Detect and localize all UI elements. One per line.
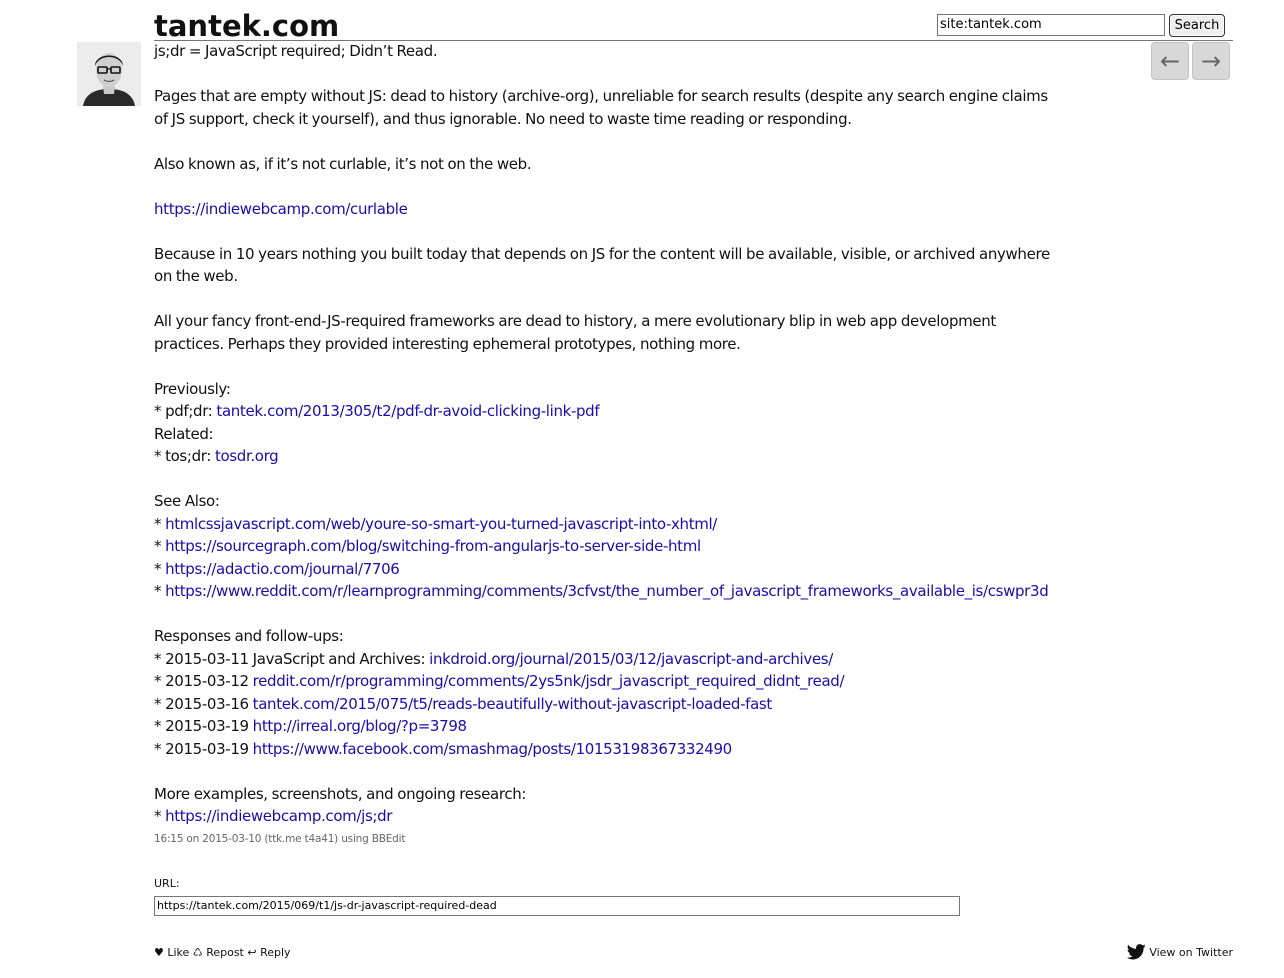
list-prefix: * tos;dr: bbox=[154, 447, 215, 465]
list-prefix: * bbox=[154, 559, 166, 578]
repost-button[interactable] bbox=[193, 946, 244, 959]
see-also-label: See Also: bbox=[154, 492, 220, 510]
next-post-button[interactable] bbox=[1192, 42, 1230, 80]
see-also-block bbox=[154, 490, 1054, 603]
reply-button[interactable] bbox=[247, 946, 290, 959]
previously-item bbox=[154, 400, 1054, 423]
list-item bbox=[154, 648, 1054, 671]
right-arrow-icon: → bbox=[1200, 47, 1222, 75]
meta-using: using bbox=[338, 833, 372, 845]
permalink-field[interactable] bbox=[154, 896, 960, 916]
response-prefix: * 2015-03-19 bbox=[154, 717, 253, 735]
client-name: BBEdit bbox=[371, 833, 406, 845]
response-link[interactable]: inkdroid.org/journal/2015/03/12/javascript-and-archives/ bbox=[429, 649, 833, 668]
post-time-link[interactable] bbox=[154, 833, 261, 845]
response-link[interactable]: http://irreal.org/blog/?p=3798 bbox=[252, 717, 467, 735]
previous-post-button[interactable] bbox=[1151, 42, 1189, 80]
see-also-link[interactable]: https://www.reddit.com/r/learnprogramming/comments/3cfvst/the_number_of_javascript_frameworks_available_is/cswpr3d bbox=[165, 582, 1049, 600]
response-link[interactable]: tantek.com/2015/075/t5/reads-beautifully-without-javascript-loaded-fast bbox=[252, 694, 772, 713]
related-link[interactable]: tosdr.org bbox=[214, 447, 279, 465]
see-also-link[interactable]: htmlcssjavascript.com/web/youre-so-smart-you-turned-javascript-into-xhtml/ bbox=[165, 514, 718, 533]
response-prefix: * 2015-03-11 JavaScript and Archives: bbox=[154, 649, 430, 668]
responses-block bbox=[154, 625, 1054, 760]
list-prefix: * bbox=[154, 807, 166, 825]
post-intro: js;dr = JavaScript required; Didn’t Read. bbox=[154, 42, 438, 60]
list-prefix: * bbox=[154, 514, 166, 533]
repost-label: Repost bbox=[206, 946, 244, 959]
related-label: Related: bbox=[154, 424, 214, 443]
response-prefix: * 2015-03-19 bbox=[154, 739, 253, 758]
response-link[interactable]: https://www.facebook.com/smashmag/posts/10153198367332490 bbox=[252, 739, 732, 758]
curlable-line bbox=[154, 198, 1054, 221]
response-prefix: * 2015-03-12 bbox=[154, 672, 253, 690]
view-on-twitter-link[interactable] bbox=[1127, 946, 1233, 959]
list-item bbox=[154, 693, 1054, 716]
post-paragraph: All your fancy front-end-JS-required frameworks are dead to history, a mere evolutionary blip in web app development practices. Perhaps they provided interesting ephemeral prototypes, nothing more. bbox=[154, 312, 996, 353]
list-item bbox=[154, 558, 1054, 581]
response-link[interactable]: reddit.com/r/programming/comments/2ys5nk/jsdr_javascript_required_didnt_read/ bbox=[252, 672, 845, 690]
post-paragraph: Also known as, if it’s not curlable, it’s not on the web. bbox=[154, 154, 532, 173]
post-meta bbox=[154, 832, 405, 846]
list-prefix: * bbox=[154, 537, 166, 555]
list-prefix: * pdf;dr: bbox=[154, 402, 217, 420]
list-item bbox=[154, 805, 1054, 828]
like-button[interactable] bbox=[154, 946, 189, 959]
curlable-link[interactable]: https://indiewebcamp.com/curlable bbox=[154, 199, 408, 218]
post-paragraph: Pages that are empty without JS: dead to history (archive-org), unreliable for search results (despite any search engine claims of JS support, check it yourself), and thus ignorable. No need to waste time reading or responding. bbox=[154, 87, 1048, 128]
left-arrow-icon: ← bbox=[1159, 47, 1181, 75]
post-actions bbox=[154, 946, 291, 960]
view-on-twitter bbox=[1127, 944, 1233, 961]
responses-label: Responses and follow-ups: bbox=[154, 627, 344, 645]
previously-link[interactable]: tantek.com/2013/305/t2/pdf-dr-avoid-clicking-link-pdf bbox=[216, 402, 600, 420]
list-item bbox=[154, 580, 1054, 603]
meta-on: on bbox=[183, 833, 203, 845]
list-item bbox=[154, 670, 1054, 693]
repost-icon: ♺ bbox=[192, 946, 203, 959]
previously-label: Previously: bbox=[154, 379, 231, 398]
search-button[interactable]: Search bbox=[1169, 14, 1225, 37]
see-also-link[interactable]: https://adactio.com/journal/7706 bbox=[165, 559, 400, 578]
post-content bbox=[154, 40, 1054, 828]
search-input[interactable] bbox=[937, 14, 1165, 36]
author-photo-icon bbox=[77, 42, 141, 106]
list-item bbox=[154, 535, 1054, 558]
view-on-twitter-label: View on Twitter bbox=[1149, 946, 1233, 959]
list-prefix: * bbox=[154, 582, 166, 600]
heart-icon: ♥ bbox=[154, 946, 164, 959]
like-label: Like bbox=[167, 946, 190, 959]
post-paragraph: Because in 10 years nothing you built today that depends on JS for the content will be available, visible, or archived anywhere on the web. bbox=[154, 244, 1050, 285]
reply-icon: ↩ bbox=[247, 946, 257, 959]
response-prefix: * 2015-03-16 bbox=[154, 694, 253, 713]
author-avatar[interactable] bbox=[77, 42, 141, 106]
more-link[interactable]: https://indiewebcamp.com/js;dr bbox=[165, 807, 393, 825]
site-title[interactable]: tantek.com bbox=[154, 9, 340, 43]
related-item bbox=[154, 445, 1054, 468]
reply-label: Reply bbox=[260, 946, 291, 959]
see-also-link[interactable]: https://sourcegraph.com/blog/switching-from-angularjs-to-server-side-html bbox=[165, 537, 701, 555]
list-item bbox=[154, 715, 1054, 738]
more-label: More examples, screenshots, and ongoing research: bbox=[154, 784, 527, 803]
shortlink[interactable]: (ttk.me t4a41) bbox=[264, 833, 339, 845]
previously-related-block bbox=[154, 378, 1054, 468]
post-time: 16:15 bbox=[154, 833, 184, 845]
url-label: URL: bbox=[154, 877, 180, 890]
more-block bbox=[154, 783, 1054, 828]
twitter-bird-icon bbox=[1127, 944, 1146, 960]
post-date: 2015-03-10 bbox=[202, 833, 262, 845]
list-item bbox=[154, 513, 1054, 536]
list-item bbox=[154, 738, 1054, 761]
